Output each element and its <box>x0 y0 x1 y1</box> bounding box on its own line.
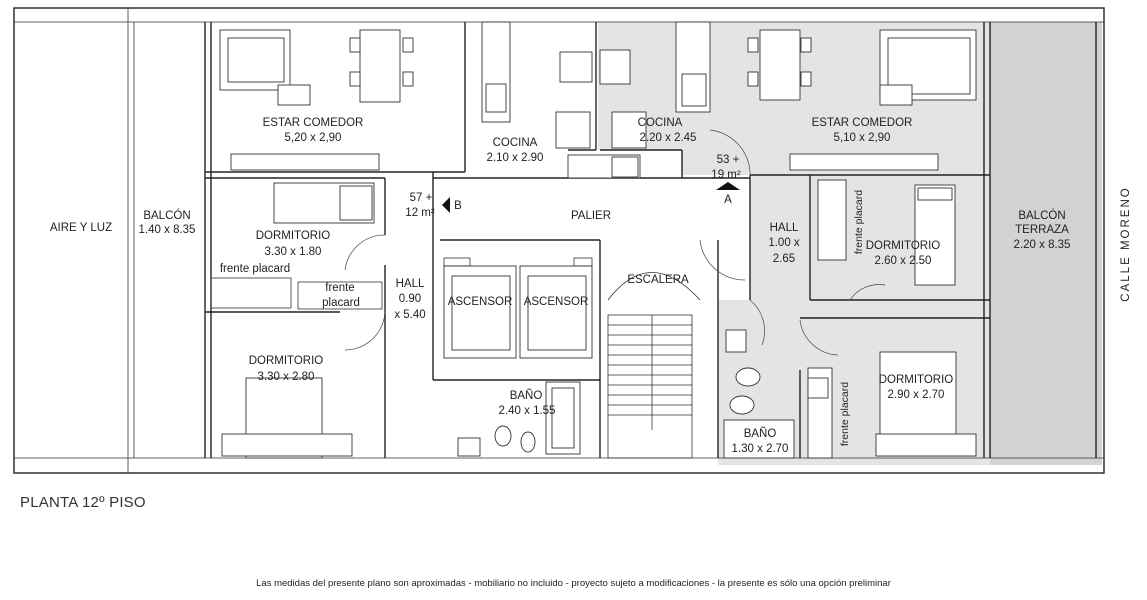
balcon-a-label: BALCÓN <box>1018 210 1066 222</box>
ascensor-2-label: ASCENSOR <box>523 296 589 308</box>
balcon-b-size: 1.40 x 8.35 <box>138 224 196 236</box>
dorm2-b-size: 3.30 x 2.80 <box>257 371 315 383</box>
hall-b-label: HALL <box>395 278 425 290</box>
bano-a-size: 1.30 x 2.70 <box>731 443 789 455</box>
cocina-a-size: 2.20 x 2.45 <box>639 132 697 144</box>
frente-placard-b2-line1: frente <box>325 282 355 294</box>
hall-a-size1: 1.00 x <box>768 237 800 249</box>
bano-b-label: BAÑO <box>509 390 543 402</box>
aire-luz-label: AIRE Y LUZ <box>49 222 113 234</box>
terraza-label: TERRAZA <box>1015 224 1069 236</box>
entry-arrow-b <box>442 197 450 213</box>
dorm2-a-size: 2.90 x 2.70 <box>887 389 945 401</box>
balcon-a-size: 2.20 x 8.35 <box>1013 239 1071 251</box>
entry-arrow-a <box>716 182 740 190</box>
cocina-a-label: COCINA <box>637 117 683 129</box>
hall-a-size2: 2.65 <box>772 253 796 265</box>
estar-a-label: ESTAR COMEDOR <box>811 117 913 129</box>
escalera-label: ESCALERA <box>627 274 689 286</box>
bano-b-size: 2.40 x 1.55 <box>498 405 556 417</box>
frente-placard-a1: frente placard <box>853 189 865 255</box>
cocina-b-size: 2.10 x 2.90 <box>486 152 544 164</box>
ascensor-1-label: ASCENSOR <box>447 296 513 308</box>
frente-placard-b1: frente placard <box>219 263 291 275</box>
dorm1-a-label: DORMITORIO <box>865 240 941 252</box>
area-b-line1: 57 + <box>409 192 433 204</box>
hall-a-label: HALL <box>769 222 799 234</box>
area-a-line2: 19 m² <box>711 169 741 181</box>
unit-b-letter: B <box>454 200 462 212</box>
bano-a-label: BAÑO <box>743 428 777 440</box>
dorm1-a-size: 2.60 x 2.50 <box>874 255 932 267</box>
cocina-b-label: COCINA <box>492 137 538 149</box>
estar-a-size: 5,10 x 2,90 <box>833 132 891 144</box>
estar-b-label: ESTAR COMEDOR <box>262 117 364 129</box>
frente-placard-b2-line2: placard <box>322 297 360 309</box>
hall-b-size2: x 5.40 <box>394 309 426 321</box>
street-label: CALLE MORENO <box>1120 186 1132 302</box>
frente-placard-a2: frente placard <box>839 381 851 447</box>
dorm1-b-label: DORMITORIO <box>255 230 331 242</box>
dorm2-a-label: DORMITORIO <box>878 374 954 386</box>
stairs <box>608 273 700 459</box>
balcon-b-label: BALCÓN <box>143 210 191 222</box>
plan-title: PLANTA 12º PISO <box>20 494 146 511</box>
disclaimer: Las medidas del presente plano son aproximadas - mobiliario no incluido - proyecto sujeto a modificaciones - la presente es sólo una opción preliminar <box>256 578 891 589</box>
unit-a-letter: A <box>724 194 732 206</box>
dorm1-b-size: 3.30 x 1.80 <box>264 246 322 258</box>
estar-b-size: 5,20 x 2,90 <box>284 132 342 144</box>
area-a-line1: 53 + <box>716 154 740 166</box>
area-b-line2: 12 m² <box>405 207 435 219</box>
dorm2-b-label: DORMITORIO <box>248 355 324 367</box>
hall-b-size1: 0.90 <box>398 293 422 305</box>
palier-label: PALIER <box>570 210 612 222</box>
